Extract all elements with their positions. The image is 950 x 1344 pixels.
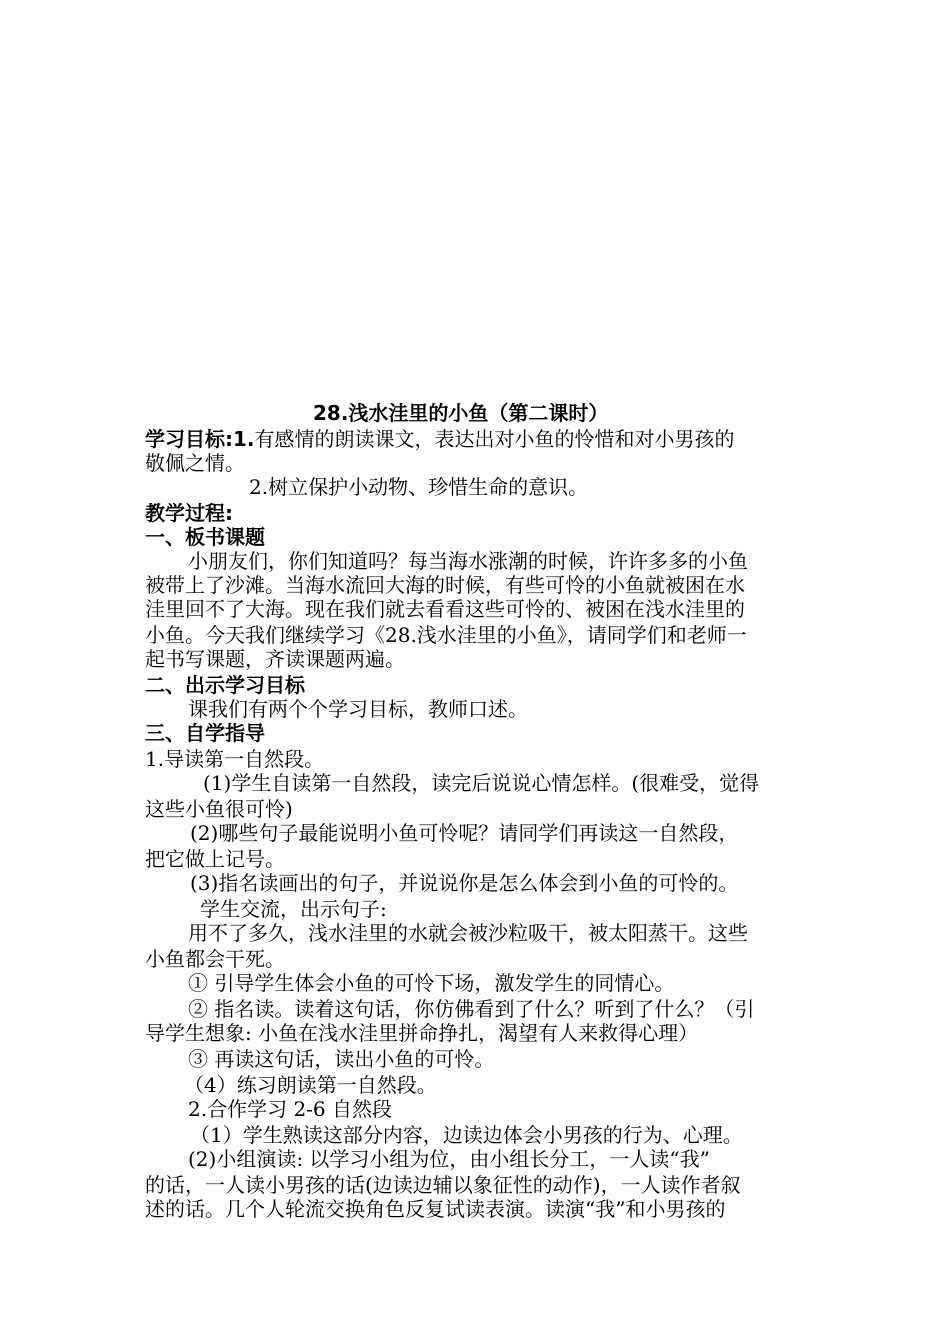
objectives-line-2: 敬佩之情。 (145, 451, 245, 475)
section-1-paragraph-line: 小朋友们，你们知道吗？每当海水涨潮的时候，许许多多的小鱼 (188, 549, 748, 573)
process-label: 教学过程: (145, 501, 233, 525)
section-3-line: 小鱼都会干死。 (145, 947, 285, 971)
section-3-line: (1)学生自读第一自然段，读完后说说心情怎样。(很难受，觉得 (203, 771, 760, 795)
section-1-paragraph-line: 被带上了沙滩。当海水流回大海的时候，有些可怜的小鱼就被困在水 (145, 573, 745, 597)
objectives-1-number: 1. (233, 427, 255, 451)
section-3-line: 用不了多久，浅水洼里的水就会被沙粒吸干，被太阳蒸干。这些 (188, 921, 748, 945)
section-3-line: ② 指名读。读着这句话，你仿佛看到了什么？听到了什么？（引 (188, 997, 755, 1021)
section-3-line: 1.导读第一自然段。 (145, 747, 325, 771)
section-1-heading: 一、板书课题 (145, 525, 265, 549)
section-1-paragraph-line: 洼里回不了大海。现在我们就去看看这些可怜的、被困在浅水洼里的 (145, 597, 745, 621)
section-3-line: (2)哪些句子最能说明小鱼可怜呢？请同学们再读这一自然段， (190, 821, 739, 845)
objectives-label: 学习目标: (145, 427, 233, 451)
objectives-1-text: 有感情的朗读课文，表达出对小鱼的怜惜和对小男孩的 (254, 427, 735, 451)
section-1-paragraph-line: 起书写课题，齐读课题两遍。 (145, 647, 405, 671)
section-2-paragraph: 课我们有两个个学习目标，教师口述。 (188, 697, 528, 721)
section-3-line: ① 引导学生体会小鱼的可怜下场，激发学生的同情心。 (188, 971, 675, 995)
section-3-line: 这些小鱼很可怜) (145, 797, 293, 821)
section-3-line: 2.合作学习 2-6 自然段 (188, 1097, 393, 1121)
section-3-line: （1）学生熟读这部分内容，边读边体会小男孩的行为、心理。 (190, 1123, 743, 1147)
section-3-line: ③ 再读这句话，读出小鱼的可怜。 (188, 1047, 495, 1071)
section-3-line: （4）练习朗读第一自然段。 (184, 1073, 437, 1097)
section-3-line: (3)指名读画出的句子，并说说你是怎么体会到小鱼的可怜的。 (190, 871, 739, 895)
section-3-line: (2)小组演读: 以学习小组为位，由小组长分工，一人读“我” (188, 1147, 710, 1171)
section-3-line: 学生交流，出示句子: (200, 897, 387, 921)
section-1-paragraph-line: 小鱼。今天我们继续学习《28.浅水洼里的小鱼》，请同学们和老师一 (145, 623, 747, 647)
document-title: 28.浅水洼里的小鱼（第二课时） (313, 401, 609, 425)
section-2-heading: 二、出示学习目标 (145, 673, 305, 697)
objectives-2: 2.树立保护小动物、珍惜生命的意识。 (249, 475, 589, 499)
objectives-line-1 (145, 426, 735, 452)
section-3-line: 把它做上记号。 (145, 847, 285, 871)
section-3-line: 导学生想象: 小鱼在浅水洼里拼命挣扎，渴望有人来救得心理） (145, 1021, 699, 1045)
section-3-line: 的话，一人读小男孩的话(边读边辅以象征性的动作)，一人读作者叙 (145, 1173, 741, 1197)
section-3-heading: 三、自学指导 (145, 721, 265, 745)
section-3-line: 述的话。几个人轮流交换角色反复试读表演。读演“我”和小男孩的 (145, 1197, 726, 1221)
